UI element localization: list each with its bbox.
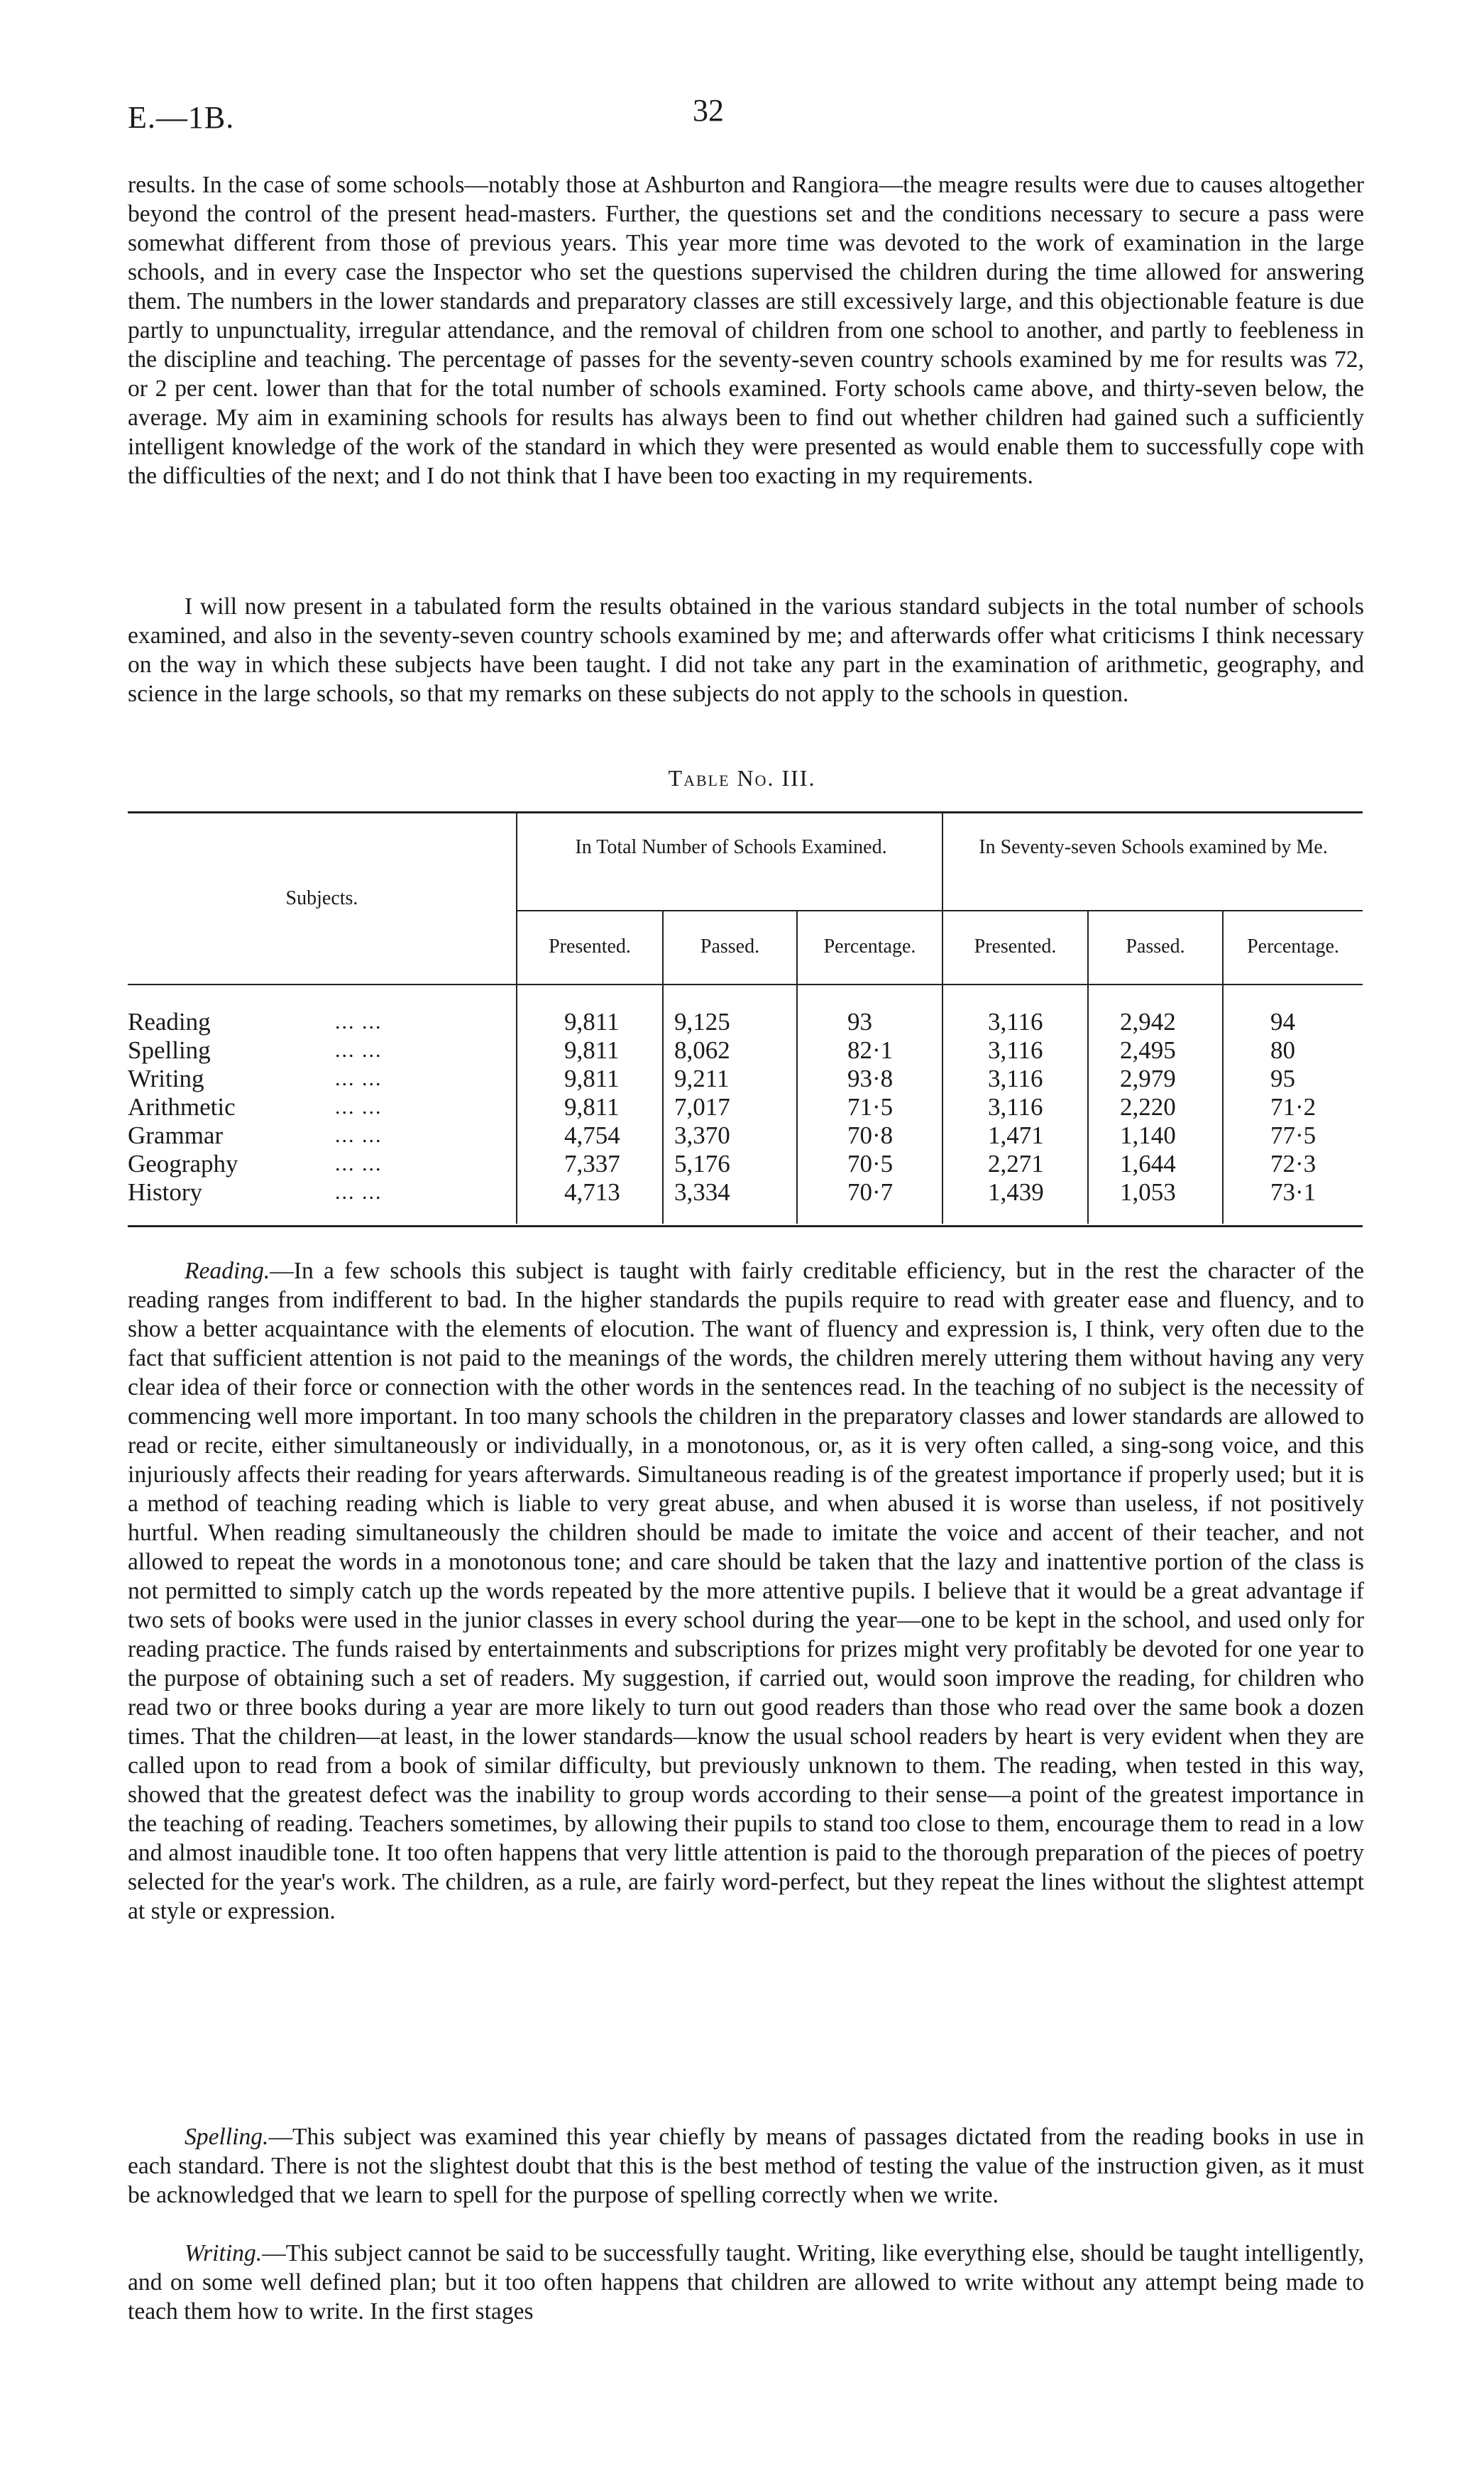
column-header-percentage: Percentage. [1247,936,1339,958]
cell-me-percentage: 77·5 [1270,1121,1317,1149]
writing-heading: Writing. [185,2240,263,2266]
cell-me-presented: 1,471 [988,1121,1044,1149]
cell-total-presented: 4,754 [564,1121,620,1149]
cell-total-passed: 3,334 [674,1178,730,1206]
cell-total-percentage: 93 [847,1008,872,1036]
cell-total-passed: 8,062 [674,1036,730,1064]
cell-me-presented: 3,116 [988,1008,1043,1036]
cell-me-passed: 1,644 [1120,1150,1176,1178]
table-top-rule [128,811,1363,813]
cell-me-percentage: 80 [1270,1036,1295,1064]
cell-me-presented: 3,116 [988,1065,1043,1092]
paragraph-spelling [128,2122,1364,2210]
row-subject: Arithmetic [128,1093,236,1121]
spelling-heading: Spelling. [185,2124,269,2150]
column-divider [1087,911,1089,1224]
column-header-passed: Passed. [1126,936,1185,958]
column-divider [516,813,517,1224]
spelling-text: —This subject was examined this year chiefly by means of passages dictated from the reading books in use in each standard. There is not the slightest doubt that this is the best method of testing the value of the instruction given, as it must be acknowledged that we learn to spell for the purpose of spelling correctly when we write. [128,2124,1364,2208]
cell-me-percentage: 95 [1270,1065,1295,1092]
cell-me-passed: 2,220 [1120,1093,1176,1121]
column-header-presented: Presented. [549,936,631,958]
cell-me-passed: 2,942 [1120,1008,1176,1036]
table-caption: Table No. III. [668,765,816,791]
dot-leader: ... ... [335,1010,383,1033]
cell-me-percentage: 73·1 [1270,1178,1317,1206]
paragraph-writing [128,2239,1364,2326]
cell-me-percentage: 71·2 [1270,1093,1317,1121]
column-divider [796,911,798,1224]
dot-leader: ... ... [335,1152,383,1175]
dot-leader: ... ... [335,1180,383,1204]
cell-total-presented: 4,713 [564,1178,620,1206]
cell-me-presented: 1,439 [988,1178,1044,1206]
column-divider [662,911,664,1224]
document-reference: E.—1B. [128,100,235,135]
column-header-percentage: Percentage. [823,936,916,958]
cell-me-presented: 3,116 [988,1036,1043,1064]
cell-total-passed: 9,125 [674,1008,730,1036]
cell-me-passed: 1,053 [1120,1178,1176,1206]
paragraph-results: results. In the case of some schools—notably those at Ashburton and Rangiora—the meagre results were due to causes altogether beyond the control of the present head-masters. Further, the questions set and the conditions necessary to secure a pass were somewhat different from those of previous years. This year more time was devoted to the work of examination in the large schools, and in every case the Inspector who set the questions supervised the children during the time allowed for answering them. The numbers in the lower standards and preparatory classes are still excessively large, and this objectionable feature is due partly to unpunctuality, irregular attendance, and the removal of children from one school to another, and partly to feebleness in the discipline and teaching. The percentage of passes for the seventy-seven country schools examined by me for results was 72, or 2 per cent. lower than that for the total number of schools examined. Forty schools came above, and thirty-seven below, the average. My aim in examining schools for results has always been to find out whether children had gained such a sufficiently intelligent knowledge of the work of the standard in which they were presented as would enable them to successfully cope with the difficulties of the next; and I do not think that I have been too exacting in my requirements. [128,172,1364,489]
group-header-total: In Total Number of Schools Examined. [575,836,887,858]
cell-me-passed: 2,495 [1120,1036,1176,1064]
cell-total-percentage: 70·5 [847,1150,894,1178]
page-number: 32 [693,93,724,128]
cell-me-presented: 3,116 [988,1093,1043,1121]
reading-text: —In a few schools this subject is taught with fairly creditable efficiency, but in the rest the character of the reading ranges from indifferent to bad. In the higher standards the pupils require to read with greater ease and fluency, and to show a better acquaintance with the elements of elocution. The want of fluency and expression is, I think, very often due to the fact that sufficient attention is not paid to the meanings of the words, the children merely uttering them without having any very clear idea of their force or connection with the other words in the sentences read. In the teaching of no subject is the necessity of commencing well more important. In too many schools the children in the preparatory classes and lower standards are allowed to read or recite, either simultaneously or individually, in a monotonous, or, as it is very often called, a sing-song voice, and this injuriously affects their reading for years afterwards. Simultaneous reading is of the greatest importance if properly used; but it is a method of teaching reading which is liable to very great abuse, and when abused it is worse than useless, if not positively hurtful. When reading simultaneously the children should be made to imitate the voice and accent of their teacher, and not allowed to repeat the words in a monotonous tone; and care should be taken that the lazy and inattentive portion of the class is not permitted to simply catch up the words repeated by the more attentive pupils. I believe that it would be a great advantage if two sets of books were used in the junior classes in every school during the year—one to be kept in the school, and used only for reading practice. The funds raised by entertainments and subscriptions for prizes might very profitably be devoted for one year to the purpose of obtaining such a set of readers. My suggestion, if carried out, would soon improve the reading, for children who read two or three books during a year are more likely to turn out good readers than those who read over the same book a dozen times. That the children—at least, in the lower standards—know the usual school readers by heart is very evident when they are called upon to read from a book of similar difficulty, but previously unknown to them. The reading, when tested in this way, showed that the greatest defect was the inability to group words according to their sense—a point of the greatest importance in the teaching of reading. Teachers sometimes, by allowing their pupils to stand too close to them, encourage them to read in a low and almost inaudible tone. It too often happens that very little attention is paid to the thorough preparation of the pieces of poetry selected for the year's work. The children, as a rule, are fairly word-perfect, but they repeat the lines without the slightest attempt at style or expression. [128,1258,1364,1924]
cell-me-presented: 2,271 [988,1150,1044,1178]
table-bottom-rule [128,1225,1363,1227]
dot-leader: ... ... [335,1124,383,1147]
column-divider [1222,911,1224,1224]
cell-total-percentage: 70·8 [847,1121,894,1149]
column-header-passed: Passed. [700,936,760,958]
row-subject: Geography [128,1150,238,1178]
row-subject: Writing [128,1065,204,1092]
column-header-presented: Presented. [974,936,1057,958]
cell-me-percentage: 72·3 [1270,1150,1317,1178]
cell-me-passed: 1,140 [1120,1121,1176,1149]
row-subject: History [128,1178,202,1206]
dot-leader: ... ... [335,1095,383,1119]
cell-total-presented: 7,337 [564,1150,620,1178]
cell-me-percentage: 94 [1270,1008,1295,1036]
table-header-bottomrule [128,984,1363,985]
cell-total-passed: 3,370 [674,1121,730,1149]
dot-leader: ... ... [335,1067,383,1090]
cell-total-presented: 9,811 [564,1065,620,1092]
row-subject: Spelling [128,1036,211,1064]
group-header-seventy-seven: In Seventy-seven Schools examined by Me. [979,836,1328,858]
paragraph-tabulated-intro: I will now present in a tabulated form the results obtained in the various standard subjects in the total number of schools examined, and also in the seventy-seven country schools examined by me; and afterwards offer what criticisms I think necessary on the way in which these subjects have been taught. I did not take any part in the examination of arithmetic, geography, and science in the large schools, so that my remarks on these subjects do not apply to the schools in question. [128,593,1364,707]
cell-total-percentage: 93·8 [847,1065,894,1092]
table-header-midrule [516,910,1363,911]
row-subject: Grammar [128,1121,224,1149]
cell-total-percentage: 82·1 [847,1036,894,1064]
cell-total-presented: 9,811 [564,1008,620,1036]
cell-total-percentage: 71·5 [847,1093,894,1121]
cell-total-passed: 5,176 [674,1150,730,1178]
column-divider [942,813,943,1224]
cell-total-passed: 9,211 [674,1065,730,1092]
writing-text: —This subject cannot be said to be successfully taught. Writing, like everything else, should be taught intelligently, and on some well defined plan; but it too often happens that children are allowed to write without any attempt being made to teach them how to write. In the first stages [128,2240,1364,2325]
cell-me-passed: 2,979 [1120,1065,1176,1092]
cell-total-presented: 9,811 [564,1036,620,1064]
dot-leader: ... ... [335,1038,383,1062]
subjects-header: Subjects. [285,887,358,909]
cell-total-presented: 9,811 [564,1093,620,1121]
paragraph-reading [128,1256,1364,1926]
cell-total-passed: 7,017 [674,1093,730,1121]
cell-total-percentage: 70·7 [847,1178,894,1206]
row-subject: Reading [128,1008,211,1036]
reading-heading: Reading. [185,1258,270,1284]
